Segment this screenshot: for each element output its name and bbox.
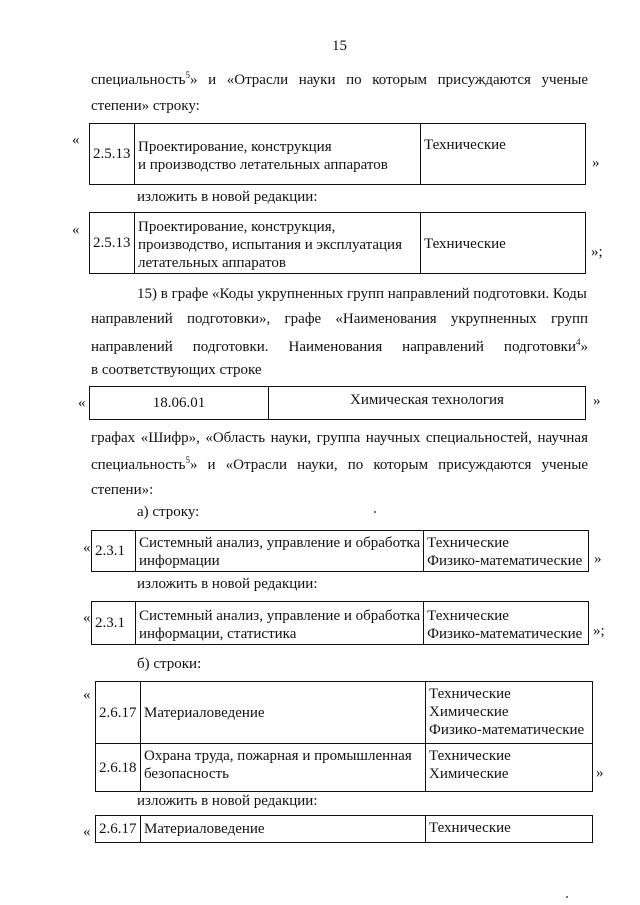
table-cell-branch: Технические Химические <box>426 744 593 792</box>
item-a-label: а) строку: <box>137 504 200 520</box>
table-cell-branch: Технические Физико-математические <box>424 531 589 572</box>
quote-close-semicolon: »; <box>593 623 605 639</box>
speck <box>374 511 376 513</box>
quote-open: « <box>72 132 80 148</box>
table-cell-code: 2.5.13 <box>90 124 135 185</box>
paragraph-1-line-1: специальность$^5$» и «Отрасли науки по которым присуждаются ученые <box>91 70 588 88</box>
table-cell-branch: Технические <box>421 124 586 185</box>
speck <box>566 896 568 898</box>
table-cell-branch: Технические Физико-математические <box>424 602 589 645</box>
table-18-06-01 <box>89 386 586 420</box>
paragraph-2-line-1: 15) в графе «Коды укрупненных групп направлений подготовки. Коды <box>137 286 587 302</box>
quote-close-semicolon: »; <box>591 244 603 260</box>
table-cell-code: 18.06.01 <box>90 387 269 420</box>
quote-close: » <box>592 155 600 171</box>
paragraph-2-line-3: направлений подготовки. Наименования направлений подготовки$^4$» <box>91 337 588 355</box>
replace-note-1: изложить в новой редакции: <box>137 189 318 205</box>
table-cell-code: 2.3.1 <box>92 531 136 572</box>
table-cell-branch: Технические Химические Физико-математические <box>426 682 593 744</box>
paragraph-1-line-2: степени» строку: <box>91 98 200 114</box>
paragraph-2-line-2: направлений подготовки», графе «Наименования укрупненных групп <box>91 311 588 327</box>
table-cell-code: 2.3.1 <box>92 602 136 645</box>
paragraph-2-line-4: в соответствующих строке <box>91 362 262 378</box>
table-cell-name: Охрана труда, пожарная и промышленная безопасность <box>141 744 426 792</box>
replace-note-2: изложить в новой редакции: <box>137 576 318 592</box>
paragraph-3-line-3: степени»: <box>91 482 154 498</box>
table-new-2-3-1 <box>91 601 589 645</box>
table-cell-name: Химическая технология <box>269 387 586 420</box>
table-old-2-5-13 <box>89 123 586 185</box>
quote-open: « <box>83 687 91 703</box>
table-cell-name: Системный анализ, управление и обработка информации, статистика <box>136 602 424 645</box>
quote-close: » <box>593 393 601 409</box>
page-number: 15 <box>332 38 347 54</box>
quote-open: « <box>72 222 80 238</box>
table-cell-branch: Технические <box>421 213 586 274</box>
table-cell-code: 2.6.17 <box>96 682 141 744</box>
table-old-2-6-17-2-6-18 <box>95 681 593 792</box>
table-cell-name: Проектирование, конструкция и производство летательных аппаратов <box>135 124 421 185</box>
table-cell-name: Материаловедение <box>141 682 426 744</box>
paragraph-3-line-2: специальность$^5$» и «Отрасли науки, по которым присуждаются ученые <box>91 455 588 473</box>
quote-close: » <box>596 765 604 781</box>
replace-note-3: изложить в новой редакции: <box>137 793 318 809</box>
paragraph-3-line-1: графах «Шифр», «Область науки, группа научных специальностей, научная <box>91 430 588 446</box>
table-cell-name: Системный анализ, управление и обработка информации <box>136 531 424 572</box>
item-b-label: б) строки: <box>137 656 202 672</box>
table-cell-name: Проектирование, конструкция, производство, испытания и эксплуатация летательных аппаратов <box>135 213 421 274</box>
table-new-2-5-13 <box>89 212 586 274</box>
table-cell-code: 2.6.17 <box>96 816 141 843</box>
table-cell-name: Материаловедение <box>141 816 426 843</box>
table-new-2-6-17 <box>95 815 593 843</box>
table-cell-code: 2.5.13 <box>90 213 135 274</box>
quote-open: « <box>83 540 91 556</box>
table-cell-code: 2.6.18 <box>96 744 141 792</box>
table-old-2-3-1 <box>91 530 589 572</box>
table-cell-branch: Технические <box>426 816 593 843</box>
quote-open: « <box>78 395 86 411</box>
quote-close: » <box>594 551 602 567</box>
quote-open: « <box>83 824 91 840</box>
quote-open: « <box>83 610 91 626</box>
